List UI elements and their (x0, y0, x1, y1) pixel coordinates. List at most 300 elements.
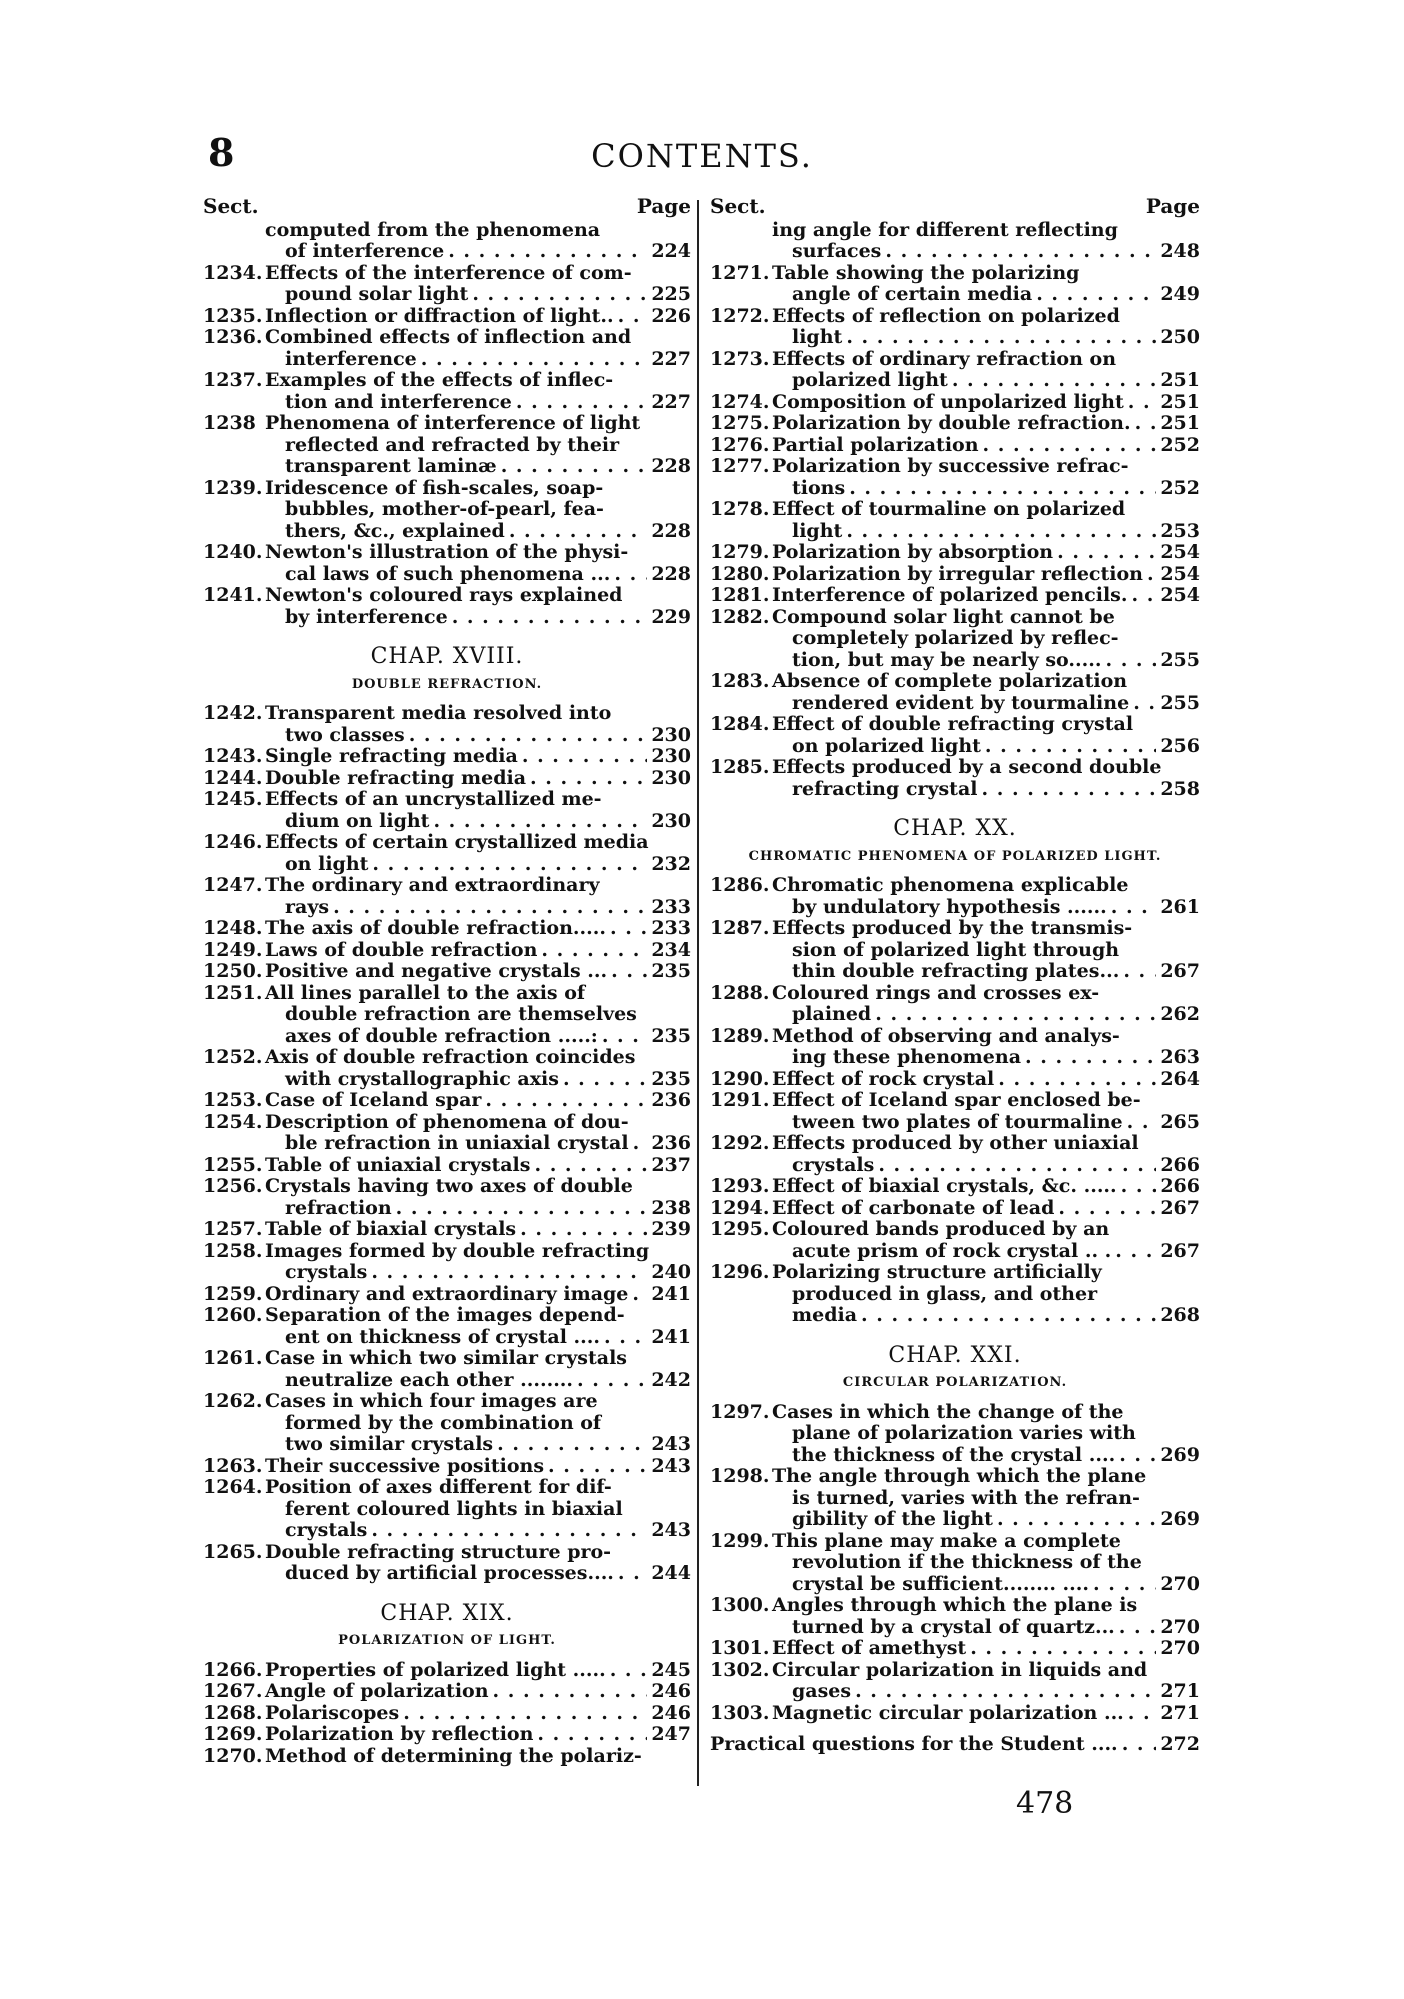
section-number: 1267. (203, 1680, 263, 1702)
entry-text: Effects of an uncrystallized me- (265, 788, 602, 810)
page-ref: 241 (651, 1282, 691, 1305)
contents-entry (710, 220, 1200, 263)
section-number: 1249. (203, 938, 263, 961)
entry-text: Effect of amethyst (772, 1637, 967, 1659)
entry-text: Double refracting media (265, 766, 527, 789)
section-number: 1297. (710, 1400, 770, 1423)
section-number: 1244. (203, 766, 263, 789)
sect-label: Sect. (710, 194, 766, 218)
entry-text: Case of Iceland spar (265, 1089, 482, 1111)
section-number: 1296. (710, 1261, 770, 1283)
section-number: 1234. (203, 261, 263, 284)
dot-leader (1105, 650, 1156, 672)
entry-text: Examples of the effects of inflec- (265, 369, 614, 391)
page-ref: 256 (1160, 734, 1200, 757)
contents-entry (710, 1026, 1200, 1069)
section-number-spacer (710, 1509, 772, 1531)
entry-text: Description of phenomena of dou- (265, 1110, 629, 1133)
section-number: 1237. (203, 369, 263, 391)
page-ref: 235 (651, 1024, 691, 1047)
contents-entry (710, 1090, 1200, 1133)
dot-leader (371, 1520, 647, 1542)
page-ref: 270 (1160, 1572, 1200, 1595)
page-ref: 234 (651, 938, 691, 961)
entry-text: Effects of reflection on polarized (772, 304, 1120, 327)
contents-entry (203, 1681, 691, 1703)
section-number: 1261. (203, 1347, 263, 1369)
dot-leader (846, 327, 1156, 349)
contents-entry (203, 875, 691, 918)
contents-entry (710, 1133, 1200, 1176)
entry-text: crystals (792, 1153, 875, 1176)
dot-leader (849, 478, 1156, 500)
section-number-spacer (203, 1434, 265, 1456)
dot-leader (409, 725, 648, 747)
entry-text: Their successive positions (265, 1454, 545, 1477)
page-ref: 246 (651, 1680, 691, 1702)
page-ref: 266 (1160, 1175, 1200, 1197)
entry-text: Table showing the polarizing (772, 261, 1080, 284)
entry-text: Inflection or diffraction of light.. (265, 304, 614, 327)
section-number-spacer (203, 392, 265, 414)
entry-text: crystals (285, 1261, 368, 1283)
dot-leader (618, 1563, 647, 1585)
dot-leader (534, 1155, 647, 1177)
section-number: 1300. (710, 1594, 770, 1616)
section-number-spacer (710, 1112, 772, 1134)
entry-text: This plane may make a complete (772, 1529, 1121, 1552)
section-number: 1294. (710, 1196, 770, 1219)
contents-entry (203, 1176, 691, 1219)
contents-entry (710, 918, 1200, 983)
section-number-spacer (710, 779, 772, 801)
page-ref: 262 (1160, 1003, 1200, 1025)
section-number: 1301. (710, 1637, 770, 1659)
entry-text: Axis of double refraction coincides (265, 1046, 636, 1068)
entry-text: Properties of polarized light ..... (265, 1658, 606, 1681)
page-ref: 270 (1160, 1637, 1200, 1659)
contents-entry (710, 875, 1200, 918)
entry-text: tions (792, 476, 846, 499)
contents-entry (203, 746, 691, 768)
entry-text: sion of polarized light through (792, 938, 1120, 961)
dot-leader (333, 897, 647, 919)
entry-text: two classes (285, 723, 405, 746)
section-number-spacer (710, 1004, 772, 1026)
entry-text: Effects of the interference of com- (265, 261, 632, 284)
section-number-spacer (203, 607, 265, 629)
dot-leader (614, 564, 647, 586)
section-number: 1290. (710, 1067, 770, 1090)
page-ref: 263 (1160, 1046, 1200, 1068)
section-number: 1250. (203, 960, 263, 982)
page-ref: 248 (1160, 240, 1200, 262)
page-ref: 235 (651, 960, 691, 982)
section-number-spacer (203, 725, 265, 747)
entry-text: computed from the phenomena (265, 218, 601, 241)
entry-text: thers, &c., explained (285, 519, 505, 542)
entry-text: by interference (285, 605, 448, 628)
section-number-spacer (710, 628, 772, 650)
page-ref: 250 (1160, 326, 1200, 348)
contents-entry (710, 306, 1200, 349)
entry-text: Polarization by irregular reflection (772, 562, 1143, 585)
entry-text: thin double refracting plates... (792, 960, 1120, 982)
entry-text: two similar crystals (285, 1433, 494, 1455)
section-number: 1235. (203, 304, 263, 327)
page-ref: 238 (651, 1196, 691, 1219)
section-number-spacer (710, 284, 772, 306)
page-title: CONTENTS. (591, 137, 813, 175)
section-number-spacer (710, 693, 772, 715)
chapter-subtitle: CIRCULAR POLARIZATION. (842, 1375, 1068, 1390)
section-number-spacer (203, 1198, 265, 1220)
contents-entry (710, 607, 1200, 672)
section-number-spacer (710, 1488, 772, 1510)
entry-text: Effects of ordinary refraction on (772, 347, 1117, 370)
section-number-spacer (710, 736, 772, 758)
section-number-spacer (203, 1004, 265, 1026)
dot-leader (618, 306, 648, 328)
section-number: 1277. (710, 455, 770, 477)
contents-entry (203, 542, 691, 585)
page-ref: 227 (651, 347, 691, 370)
section-number: 1292. (710, 1132, 770, 1154)
entry-text: ing angle for different reflecting (772, 218, 1118, 241)
entry-text: Effect of rock crystal (772, 1067, 995, 1090)
dot-leader (985, 736, 1156, 758)
section-number: 1265. (203, 1540, 263, 1563)
entry-text: Effects of certain crystallized media (265, 831, 649, 853)
entry-text: tion and interference (285, 390, 512, 413)
dot-leader (602, 1026, 648, 1048)
contents-entry (203, 1703, 691, 1725)
contents-entry (203, 983, 691, 1048)
section-number-spacer (203, 456, 265, 478)
entry-text: The ordinary and extraordinary (265, 874, 600, 896)
contents-entry (203, 1090, 691, 1112)
dot-leader (530, 768, 647, 790)
contents-entry (710, 757, 1200, 800)
contents-entry (203, 703, 691, 746)
section-number-spacer (710, 1305, 772, 1327)
contents-entry (203, 306, 691, 328)
contents-entry (710, 1198, 1200, 1220)
page-ref: 237 (651, 1153, 691, 1176)
contents-entry (203, 1724, 691, 1746)
entry-text: on polarized light (792, 734, 981, 757)
page-ref: 272 (1160, 1733, 1200, 1755)
section-number-spacer (203, 499, 265, 521)
contents-column-right (710, 196, 1200, 1756)
entry-text: ent on thickness of crystal .... (285, 1325, 601, 1348)
entry-text: Partial polarization (772, 433, 979, 456)
dot-leader (448, 241, 647, 263)
page-ref: 255 (1160, 648, 1200, 671)
section-number-spacer (710, 1574, 772, 1596)
contents-footer-entry (710, 1734, 1200, 1756)
page-ref: 254 (1160, 541, 1200, 563)
page-ref: 242 (651, 1368, 691, 1391)
section-number: 1242. (203, 702, 263, 724)
section-number: 1281. (710, 584, 770, 606)
section-number: 1276. (710, 433, 770, 456)
page-ref: 247 (651, 1723, 691, 1745)
section-number: 1259. (203, 1282, 263, 1305)
section-number-spacer (203, 241, 265, 263)
page-ref: 254 (1160, 584, 1200, 606)
dot-leader (497, 1434, 647, 1456)
section-number: 1270. (203, 1744, 263, 1767)
entry-text: Effects produced by the transmis- (772, 917, 1133, 939)
entry-text: axes of double refraction .....: (285, 1024, 598, 1047)
section-number: 1272. (710, 304, 770, 327)
section-number-spacer (710, 940, 772, 962)
contents-entry (710, 499, 1200, 542)
dot-leader (472, 284, 647, 306)
page-ref: 236 (651, 1089, 691, 1111)
entry-text: refracting crystal (792, 777, 978, 800)
entry-text: the thickness of the crystal .... (792, 1443, 1116, 1466)
page-ref: 253 (1160, 519, 1200, 542)
entry-text: Position of axes different for dif- (265, 1476, 612, 1498)
entry-text: double refraction are themselves (285, 1003, 637, 1025)
entry-text: Method of determining the polariz- (265, 1744, 642, 1767)
entry-text: bubbles, mother-of-pearl, fea- (285, 498, 604, 520)
contents-entry (710, 456, 1200, 499)
page-ref: 267 (1160, 1239, 1200, 1262)
page-ref: 232 (651, 852, 691, 875)
entry-text: transparent laminæ (285, 455, 497, 477)
section-number-spacer (203, 1413, 265, 1435)
section-number-spacer (710, 521, 772, 543)
entry-text: gibility of the light (792, 1508, 993, 1530)
entry-text: Effect of double refracting crystal (772, 713, 1134, 735)
section-number: 1283. (710, 670, 770, 692)
page-ref: 264 (1160, 1067, 1200, 1090)
section-number: 1263. (203, 1454, 263, 1477)
contents-entry (710, 1262, 1200, 1327)
dot-leader (522, 746, 647, 768)
section-number-spacer (203, 1499, 265, 1521)
dot-leader (548, 1456, 647, 1478)
page-ref: 228 (651, 519, 691, 542)
contents-entry (710, 585, 1200, 607)
section-number-spacer (203, 1520, 265, 1542)
chapter-heading: CHAP. XVIII. (370, 644, 524, 669)
dot-leader (610, 1660, 648, 1682)
entry-text: Circular polarization in liquids and (772, 1658, 1148, 1681)
entry-text: All lines parallel to the axis of (265, 981, 586, 1004)
contents-entry (710, 983, 1200, 1026)
section-number: 1238 (203, 412, 256, 434)
entry-text: light (792, 519, 843, 542)
page-ref: 230 (651, 745, 691, 767)
dot-leader (396, 1198, 648, 1220)
contents-entry (203, 370, 691, 413)
entry-text: surfaces (792, 240, 882, 262)
dot-leader (952, 370, 1157, 392)
section-number-spacer (203, 1327, 265, 1349)
contents-entry (203, 1348, 691, 1391)
chapter-subtitle: CHROMATIC PHENOMENA OF POLARIZED LIGHT. (748, 848, 1162, 864)
entry-text: Positive and negative crystals ... (265, 960, 608, 982)
dot-leader (861, 1305, 1156, 1327)
page-ref: 251 (1160, 369, 1200, 391)
page-ref: 245 (651, 1658, 691, 1681)
dot-leader (493, 1681, 648, 1703)
entry-text: Effects produced by other uniaxial (772, 1132, 1139, 1154)
page-ref: 269 (1160, 1508, 1200, 1530)
entry-text: Newton's coloured rays explained (265, 584, 623, 606)
section-number: 1280. (710, 562, 770, 585)
contents-entry (203, 220, 691, 263)
section-number: 1268. (203, 1701, 263, 1724)
contents-entry (710, 1595, 1200, 1638)
page-ref: 233 (651, 917, 691, 939)
page-ref: 228 (651, 455, 691, 477)
entry-text: formed by the combination of (285, 1411, 602, 1434)
contents-entry (203, 1477, 691, 1542)
entry-text: Cases in which four images are (265, 1390, 598, 1412)
entry-text: Iridescence of fish-scales, soap- (265, 476, 604, 499)
entry-text: The axis of double refraction..... (265, 917, 606, 939)
section-number-spacer (710, 1423, 772, 1445)
page-ref: 233 (651, 895, 691, 918)
contents-entry (710, 435, 1200, 457)
section-number-spacer (203, 1262, 265, 1284)
dot-leader (855, 1681, 1156, 1703)
entry-text: interference (285, 347, 417, 370)
entry-text: polarized light (792, 369, 948, 391)
section-number-spacer (203, 897, 265, 919)
section-number-spacer (203, 1133, 265, 1155)
entry-text: Table of biaxial crystals (265, 1218, 517, 1240)
contents-entry (203, 1542, 691, 1585)
entry-text: refraction (285, 1196, 392, 1219)
entry-text: The angle through which the plane (772, 1465, 1147, 1487)
section-number: 1266. (203, 1658, 263, 1681)
dot-leader (633, 1133, 648, 1155)
section-number: 1284. (710, 713, 770, 735)
dot-leader (501, 456, 648, 478)
page-ref: 230 (651, 809, 691, 832)
section-number: 1246. (203, 831, 263, 853)
contents-entry (710, 1219, 1200, 1262)
section-number: 1262. (203, 1390, 263, 1412)
entry-text: on light (285, 852, 369, 875)
entry-text: Polarization by successive refrac- (772, 455, 1129, 477)
page-ref: 224 (651, 240, 691, 262)
page-ref: 251 (1160, 390, 1200, 413)
entry-text: produced in glass, and other (792, 1282, 1098, 1305)
contents-entry (710, 671, 1200, 714)
section-number: 1291. (710, 1089, 770, 1111)
section-number: 1247. (203, 874, 263, 896)
entry-text: media (792, 1304, 858, 1326)
dot-leader (403, 1703, 647, 1725)
contents-entry (203, 1241, 691, 1284)
section-number: 1278. (710, 498, 770, 520)
page-ref: 226 (651, 304, 691, 327)
entry-text: duced by artificial processes.... (285, 1562, 614, 1584)
contents-entry (203, 789, 691, 832)
section-number-spacer (203, 1563, 265, 1585)
section-number: 1243. (203, 745, 263, 767)
contents-entry (203, 1047, 691, 1090)
section-number: 1295. (710, 1218, 770, 1240)
entry-text: plane of polarization varies with (792, 1422, 1136, 1444)
dot-leader (1121, 1176, 1157, 1198)
section-number-spacer (710, 650, 772, 672)
section-number: 1269. (203, 1723, 263, 1745)
section-number-spacer (203, 349, 265, 371)
chapter-heading: CHAP. XIX. (380, 1600, 514, 1626)
page-ref: 249 (1160, 283, 1200, 305)
section-number-spacer (203, 564, 265, 586)
dot-leader (371, 1262, 647, 1284)
dot-leader (1119, 1445, 1156, 1467)
dot-leader (1058, 1198, 1156, 1220)
entry-text: ing these phenomena (792, 1046, 1022, 1068)
section-number: 1293. (710, 1175, 770, 1197)
dot-leader (516, 392, 647, 414)
section-number: 1289. (710, 1024, 770, 1047)
column-divider (697, 200, 699, 1786)
section-number (710, 220, 772, 242)
contents-entry (203, 940, 691, 962)
page-ref: 236 (651, 1132, 691, 1154)
page-ref: 243 (651, 1519, 691, 1541)
entry-text: Effect of biaxial crystals, &c. ..... (772, 1175, 1117, 1197)
dot-leader (604, 1327, 647, 1349)
entry-text: Angles through which the plane is (772, 1594, 1138, 1616)
entry-text: Combined effects of inflection and (265, 326, 632, 348)
page-label: Page (636, 194, 691, 218)
section-number-spacer (710, 897, 772, 919)
entry-text: tween two plates of tourmaline (792, 1110, 1123, 1133)
page-ref: 239 (651, 1218, 691, 1240)
chapter-heading: CHAP. XX. (893, 816, 1017, 841)
contents-entry (203, 1391, 691, 1456)
section-number: 1298. (710, 1465, 770, 1487)
entry-text: reflected and refracted by their (285, 433, 620, 456)
section-number-spacer (710, 1241, 772, 1263)
page-ref: 266 (1160, 1153, 1200, 1176)
contents-entry (203, 1112, 691, 1155)
page-ref: 267 (1160, 1196, 1200, 1219)
entry-text: ble refraction in uniaxial crystal (285, 1132, 629, 1154)
page-ref: 271 (1160, 1701, 1200, 1724)
dot-leader (1131, 585, 1156, 607)
section-number: 1239. (203, 476, 263, 499)
dot-leader (577, 1370, 647, 1392)
section-number: 1288. (710, 981, 770, 1004)
entry-text: tion, but may be nearly so..... (792, 648, 1102, 671)
chapter-subtitle: DOUBLE REFRACTION. (351, 676, 543, 692)
entry-text: Table of uniaxial crystals (265, 1153, 531, 1176)
contents-entry (203, 1660, 691, 1682)
page-ref: 252 (1160, 433, 1200, 456)
section-number-spacer (710, 961, 772, 983)
section-number: 1303. (710, 1701, 770, 1724)
contents-entry (710, 714, 1200, 757)
section-number: 1236. (203, 326, 263, 348)
dot-leader (611, 961, 647, 983)
contents-entry (710, 1531, 1200, 1596)
entry-text: with crystallographic axis (285, 1067, 559, 1090)
section-number: 1260. (203, 1304, 263, 1326)
